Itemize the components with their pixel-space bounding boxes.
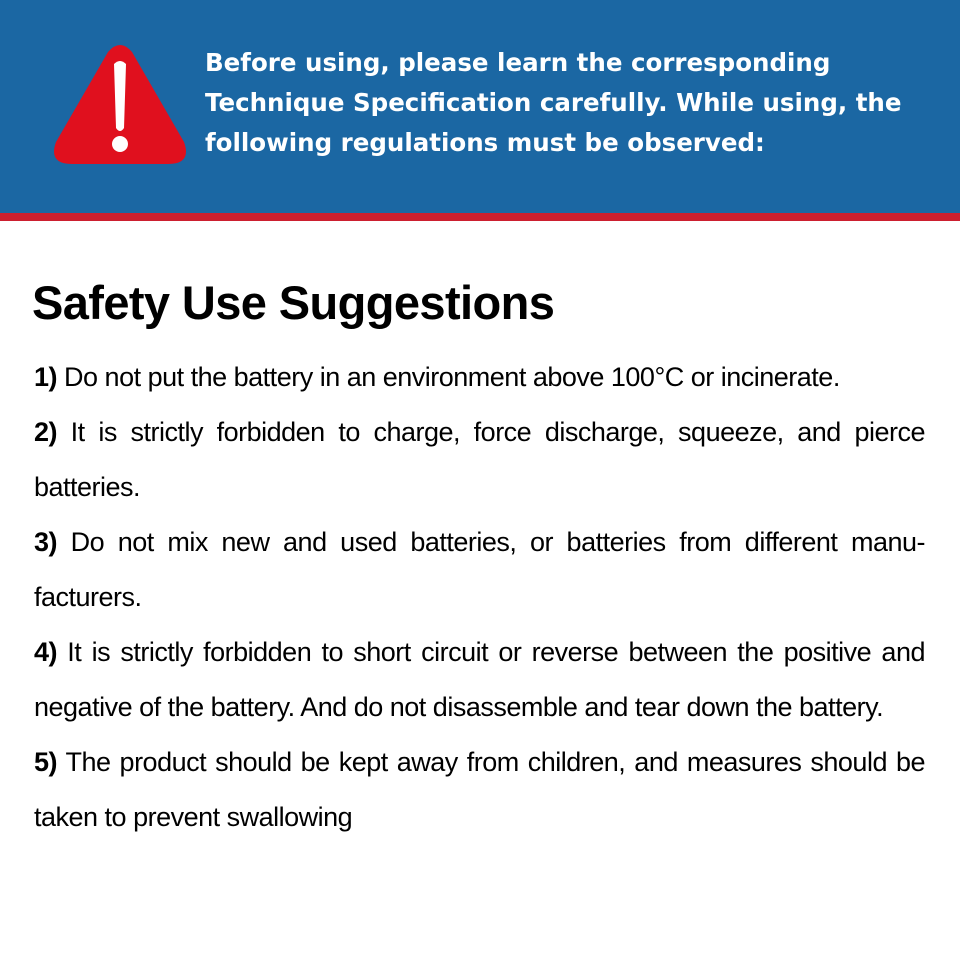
rule-number: 5) xyxy=(34,747,58,777)
rule-number: 1) xyxy=(34,362,58,392)
warning-triangle-icon xyxy=(52,42,188,166)
rule-item-2 xyxy=(34,405,925,515)
notice-banner xyxy=(0,0,960,213)
rule-item-4 xyxy=(34,625,925,735)
rule-text: The product should be kept away from children, and measures should be taken to prevent swallowing xyxy=(34,747,925,832)
rule-text: Do not put the battery in an environment above 100°C or incinerate. xyxy=(64,362,840,392)
rule-item-3 xyxy=(34,515,925,625)
rule-text: Do not mix new and used batteries, or batteries from different manu-facturers. xyxy=(34,527,925,612)
rule-item-5 xyxy=(34,735,925,845)
page-title: Safety Use Suggestions xyxy=(32,276,555,329)
rule-item-1 xyxy=(34,350,925,405)
rule-number: 2) xyxy=(34,417,58,447)
notice-text: Before using, please learn the corresponding Technique Specification carefully. While using, the following regulations must be observed: xyxy=(205,48,902,157)
banner-stripe xyxy=(0,213,960,221)
rule-text: It is strictly forbidden to short circuit or reverse between the positive and negative of the battery. And do not disassemble and tear down the battery. xyxy=(34,637,925,722)
rule-number: 4) xyxy=(34,637,58,667)
rule-number: 3) xyxy=(34,527,58,557)
rule-text: It is strictly forbidden to charge, force discharge, squeeze, and pierce batteries. xyxy=(34,417,925,502)
rules-list xyxy=(34,350,925,845)
